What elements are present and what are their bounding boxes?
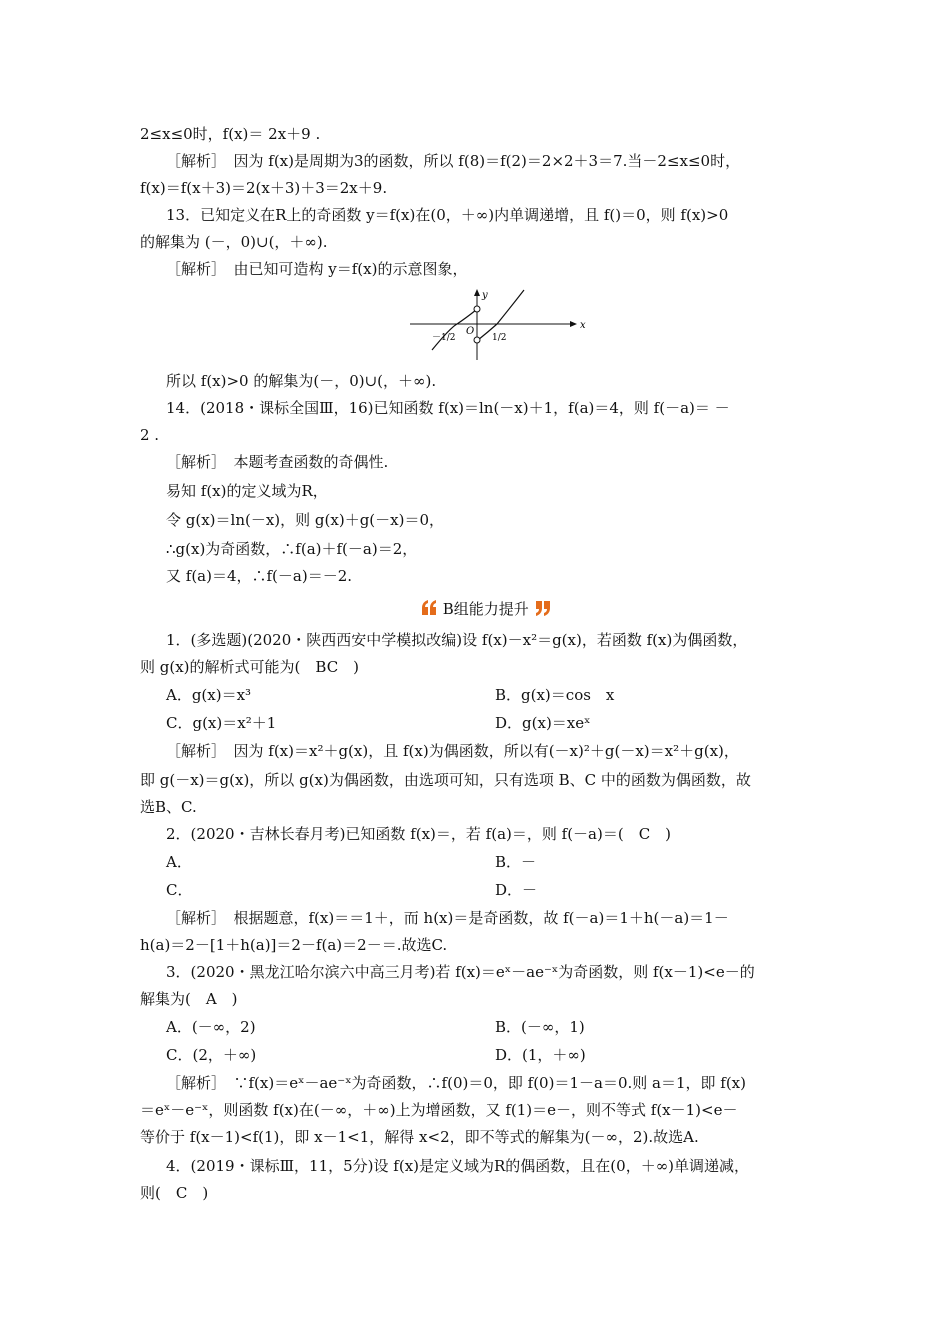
- text-line: 1．(多选题)(2020・陕西西安中学模拟改编)设 f(x)－x²＝g(x)，若函数 f(x)为偶函数，: [166, 631, 748, 649]
- text-line: 令 g(x)＝ln(－x)，则 g(x)＋g(－x)＝0，: [166, 511, 444, 529]
- option-b: B．(－∞，1): [495, 1018, 585, 1036]
- open-point-upper: [474, 306, 480, 312]
- close-quote-icon: [534, 599, 552, 617]
- option-c: C．g(x)＝x²＋1: [166, 714, 277, 732]
- text-line: ［解析］ ∵f(x)＝eˣ－ae⁻ˣ为奇函数，∴f(0)＝0，即 f(0)＝1－a＝0.则 a＝1，即 f(x): [166, 1074, 746, 1092]
- text-line: 3．(2020・黑龙江哈尔滨六中高三月考)若 f(x)＝eˣ－ae⁻ˣ为奇函数，则 f(x－1)<e－的: [166, 963, 755, 981]
- y-axis-arrow: [474, 289, 480, 296]
- y-axis-label: y: [482, 290, 488, 301]
- option-c: C．(2，＋∞): [166, 1046, 257, 1064]
- text-line: 的解集为 (－，0)∪(，＋∞).: [140, 233, 328, 251]
- left-tick-label: －1/2: [432, 333, 456, 343]
- text-line: 即 g(－x)＝g(x)，所以 g(x)为偶函数，由选项可知，只有选项 B、C 中的函数为偶函数，故: [140, 771, 751, 789]
- option-d: D．(1，＋∞): [495, 1046, 586, 1064]
- open-quote-icon: [420, 599, 438, 617]
- text-line: 则( C ): [140, 1184, 209, 1202]
- text-line: 所以 f(x)>0 的解集为(－，0)∪(，＋∞).: [166, 372, 437, 390]
- text-line: ［解析］ 根据题意，f(x)＝＝1＋，而 h(x)＝是奇函数，故 f(－a)＝1＋h(－a)＝1－: [166, 909, 729, 927]
- text-line: 解集为( A ): [140, 990, 238, 1008]
- text-line: ＝eˣ－e⁻ˣ，则函数 f(x)在(－∞，＋∞)上为增函数，又 f(1)＝e－，则不等式 f(x－1)<e－: [140, 1101, 738, 1119]
- option-b: B．g(x)＝cos x: [495, 686, 615, 704]
- text-line: ∴g(x)为奇函数，∴f(a)＋f(－a)＝2，: [166, 540, 418, 558]
- text-line: 2．(2020・吉林长春月考)已知函数 f(x)＝，若 f(a)＝，则 f(－a)＝( C ): [166, 825, 672, 843]
- section-heading-text: B组能力提升: [442, 600, 529, 618]
- function-sketch-figure: [410, 288, 585, 363]
- text-line: h(a)＝2－[1＋h(a)]＝2－f(a)＝2－＝.故选C.: [140, 936, 448, 954]
- text-line: 14．(2018・课标全国Ⅲ，16)已知函数 f(x)＝ln(－x)＋1，f(a)＝4，则 f(－a)＝ －: [166, 399, 730, 417]
- origin-label: O: [466, 326, 475, 337]
- open-point-lower: [474, 337, 480, 343]
- right-tick-label: 1/2: [492, 333, 507, 343]
- option-b: B．－: [495, 853, 537, 871]
- text-line: 又 f(a)＝4，∴f(－a)＝－2.: [166, 567, 353, 585]
- section-heading: [420, 598, 570, 620]
- x-axis-arrow: [570, 321, 577, 327]
- option-d: D．g(x)＝xeˣ: [495, 714, 591, 732]
- option-c: C．: [166, 881, 193, 899]
- option-d: D．－: [495, 881, 538, 899]
- text-line: f(x)＝f(x＋3)＝2(x＋3)＋3＝2x＋9.: [140, 179, 388, 197]
- option-a: A．(－∞，2): [166, 1018, 256, 1036]
- text-line: ［解析］ 因为 f(x)＝x²＋g(x)，且 f(x)为偶函数，所以有(－x)²＋g(－x)＝x²＋g(x)，: [166, 742, 739, 760]
- text-line: ［解析］ 因为 f(x)是周期为3的函数，所以 f(8)＝f(2)＝2×2＋3＝7.当－2≤x≤0时，: [166, 152, 741, 170]
- text-line: 选B、C.: [140, 798, 197, 816]
- text-line: 13．已知定义在R上的奇函数 y＝f(x)在(0，＋∞)内单调递增，且 f()＝0，则 f(x)>0: [166, 206, 729, 224]
- text-line: 等价于 f(x－1)<f(1)，即 x－1<1，解得 x<2，即不等式的解集为(－∞，2).故选A.: [140, 1128, 699, 1146]
- text-line: 2≤x≤0时，f(x)＝ 2x＋9 .: [140, 125, 321, 143]
- option-a: A．g(x)＝x³: [166, 686, 252, 704]
- text-line: ［解析］ 本题考查函数的奇偶性.: [166, 453, 389, 471]
- text-line: 则 g(x)的解析式可能为( BC ): [140, 658, 360, 676]
- text-line: ［解析］ 由已知可造构 y＝f(x)的示意图象，: [166, 260, 468, 278]
- text-line: 易知 f(x)的定义域为R，: [166, 482, 328, 500]
- text-line: 4．(2019・课标Ⅲ，11，5分)设 f(x)是定义域为R的偶函数，且在(0，＋∞)单调递减，: [166, 1157, 750, 1175]
- text-line: 2 .: [140, 426, 160, 444]
- option-a: A．: [166, 853, 192, 871]
- x-axis-label: x: [580, 320, 586, 331]
